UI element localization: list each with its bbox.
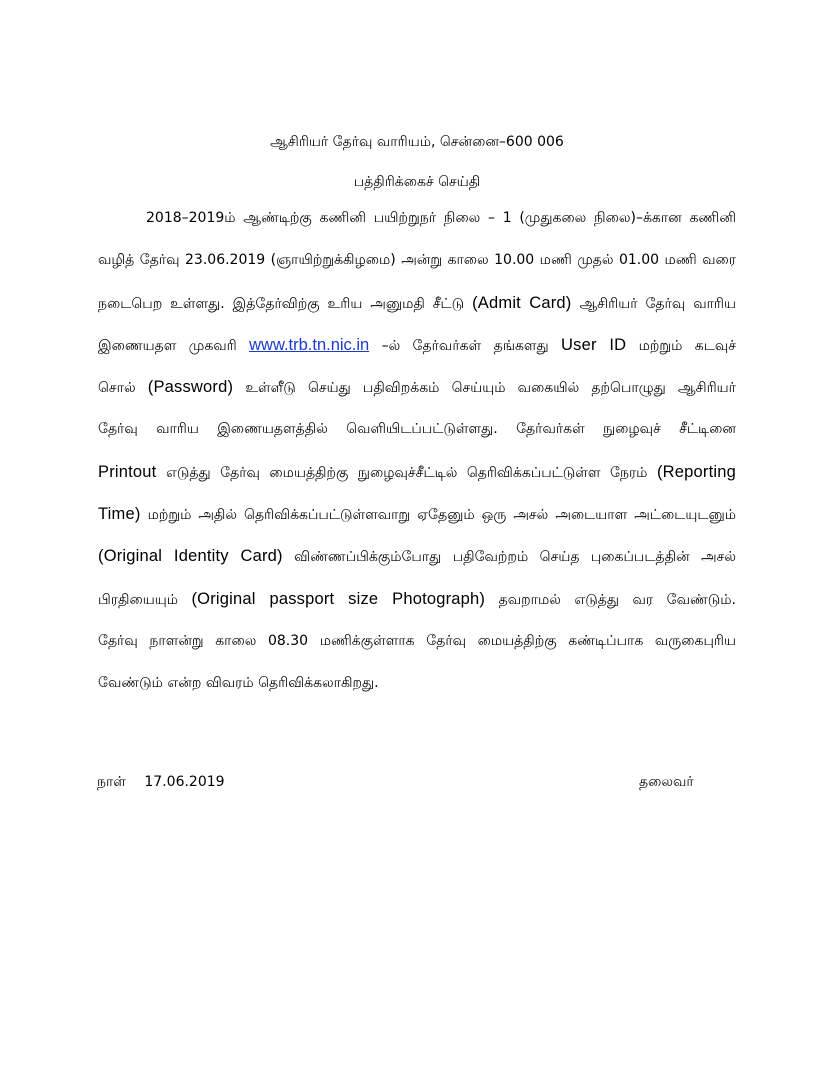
line-text: தேர்வு வாரிய இணையதளத்தில் வெளியிடப்பட்டுள்ளது. தேர்வர்கள் நுழைவுச் சீட்டினை [98, 421, 736, 438]
line-text: 2018–2019ம் ஆண்டிற்கு கணினி பயிற்றுநர் நிலை – 1 (முதுகலை நிலை)–க்கான கணினி [146, 210, 736, 226]
date-label: நாள் [97, 774, 126, 790]
english-term: Printout [98, 462, 157, 481]
line-text: எடுத்து தேர்வு மையத்திற்கு நுழைவுச்சீட்டில் தெரிவிக்கப்பட்டுள்ள நேரம் [156, 464, 657, 481]
english-term: (Admit Card) [472, 293, 572, 312]
date-block [97, 774, 225, 792]
line-text: தவறாமல் எடுத்து வர வேண்டும். [485, 591, 736, 608]
paragraph-line [98, 626, 736, 668]
line-text: உள்ளீடு செய்து பதிவிறக்கம் செய்யும் வகையில் தற்பொழுது ஆசிரியர் [233, 380, 736, 397]
line-text: ஆசிரியர் தேர்வு வாரிய [571, 295, 736, 312]
english-term: (Reporting [656, 462, 736, 481]
english-term: (Original passport size Photograph) [191, 589, 486, 608]
english-term: Time) [98, 505, 141, 524]
organization-header: ஆசிரியர் தேர்வு வாரியம், சென்னை–600 006 [270, 134, 564, 150]
line-text: இணையதள முகவரி [98, 337, 250, 354]
website-link[interactable]: www.trb.tn.nic.in [249, 335, 370, 354]
line-text: மற்றும் கடவுச் [626, 337, 736, 354]
english-term: (Original Identity Card) [98, 547, 283, 566]
press-release-title: பத்திரிக்கைச் செய்தி [353, 174, 481, 190]
paragraph-line [98, 288, 736, 330]
announcement-paragraph [98, 203, 736, 711]
paragraph-line [98, 499, 736, 541]
paragraph-line [98, 330, 736, 372]
paragraph-line [98, 584, 736, 626]
line-text: மற்றும் அதில் தெரிவிக்கப்பட்டுள்ளவாறு ஏதேனும் ஒரு அசல் அடையாள அட்டையுடனும் [140, 507, 736, 524]
paragraph-line [98, 245, 736, 287]
paragraph-line [98, 457, 736, 499]
paragraph-line [98, 668, 736, 710]
signatory: தலைவர் [639, 774, 694, 790]
paragraph-line [98, 203, 736, 245]
line-text: வேண்டும் என்ற விவரம் தெரிவிக்கலாகிறது. [98, 675, 379, 692]
line-text: –ல் தேர்வர்கள் தங்களது [369, 337, 562, 354]
line-text: பிரதியையும் [98, 591, 192, 608]
english-term: (Password) [147, 378, 234, 397]
english-term: User ID [561, 335, 627, 354]
line-text: சொல் [98, 380, 148, 397]
line-text: வழித் தேர்வு 23.06.2019 (ஞாயிற்றுக்கிழமை) அன்று காலை 10.00 மணி முதல் 01.00 மணி வரை [98, 252, 736, 269]
line-text: தேர்வு நாளன்று காலை 08.30 மணிக்குள்ளாக தேர்வு மையத்திற்கு கண்டிப்பாக வருகைபுரிய [98, 632, 736, 649]
line-text: நடைபெற உள்ளது. இத்தேர்விற்கு உரிய அனுமதி சீட்டு [98, 295, 473, 312]
line-text: விண்ணப்பிக்கும்போது பதிவேற்றம் செய்த புகைப்படத்தின் அசல் [282, 549, 736, 566]
date-value: 17.06.2019 [144, 774, 225, 790]
paragraph-line [98, 414, 736, 456]
paragraph-line [98, 372, 736, 414]
paragraph-line [98, 541, 736, 583]
